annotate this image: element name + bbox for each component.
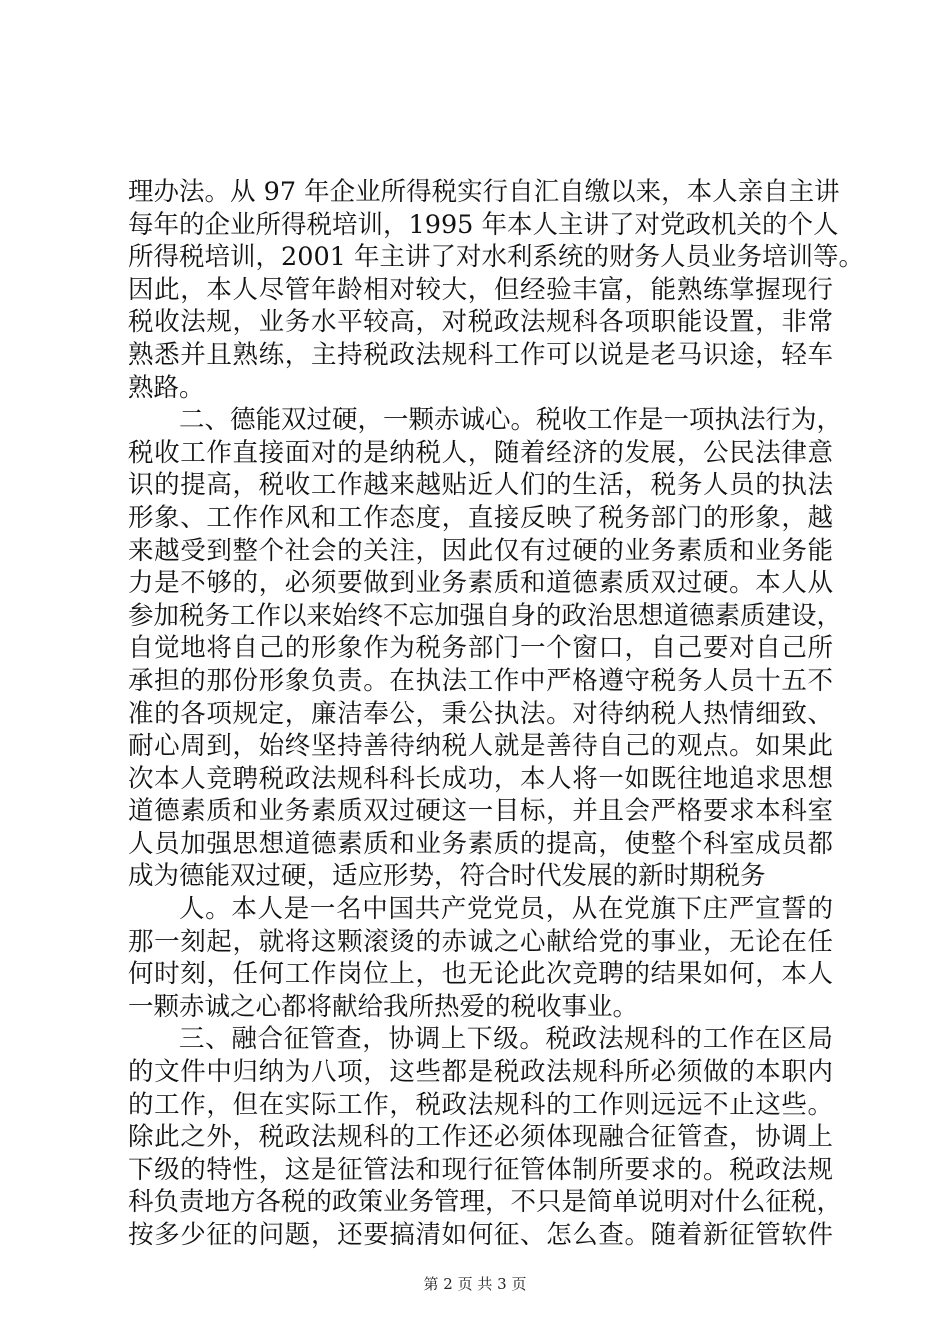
- text-line: 所得税培训，2001 年主讲了对水利系统的财务人员业务培训等。: [128, 242, 865, 273]
- text-line: 下级的特性，这是征管法和现行征管体制所要求的。税政法规: [128, 1154, 833, 1185]
- text-line: 承担的那份形象负责。在执法工作中严格遵守税务人员十五不: [128, 665, 833, 696]
- text-line: 的文件中归纳为八项，这些都是税政法规科所必须做的本职内: [128, 1057, 833, 1088]
- text-line: 参加税务工作以来始终不忘加强自身的政治思想道德素质建设，: [128, 600, 843, 631]
- text-line: 形象、工作作风和工作态度，直接反映了税务部门的形象，越: [128, 502, 833, 533]
- text-line: 何时刻，任何工作岗位上，也无论此次竞聘的结果如何，本人: [128, 959, 833, 990]
- text-line: 熟悉并且熟练，主持税政法规科工作可以说是老马识途，轻车: [128, 339, 833, 370]
- text-line: 那一刻起，就将这颗滚烫的赤诚之心献给党的事业，无论在任: [128, 926, 833, 957]
- text-line: 每年的企业所得税培训，1995 年本人主讲了对党政机关的个人: [128, 209, 839, 240]
- text-line: 二、德能双过硬，一颗赤诚心。税收工作是一项执法行为，: [179, 405, 843, 436]
- text-line: 熟路。: [128, 372, 205, 403]
- text-line: 成为德能双过硬，适应形势，符合时代发展的新时期税务: [128, 861, 766, 892]
- text-line: 来越受到整个社会的关注，因此仅有过硬的业务素质和业务能: [128, 535, 833, 566]
- text-line: 人员加强思想道德素质和业务素质的提高，使整个科室成员都: [128, 828, 833, 859]
- text-line: 力是不够的，必须要做到业务素质和道德素质双过硬。本人从: [128, 568, 833, 599]
- text-line: 耐心周到，始终坚持善待纳税人就是善待自己的观点。如果此: [128, 731, 833, 762]
- text-line: 次本人竞聘税政法规科科长成功，本人将一如既往地追求思想: [128, 763, 833, 794]
- text-line: 一颗赤诚之心都将献给我所热爱的税收事业。: [128, 991, 639, 1022]
- text-line: 人。本人是一名中国共产党党员，从在党旗下庄严宣誓的: [179, 894, 833, 925]
- text-line: 道德素质和业务素质双过硬这一目标，并且会严格要求本科室: [128, 796, 833, 827]
- text-line: 识的提高，税收工作越来越贴近人们的生活，税务人员的执法: [128, 470, 833, 501]
- body-text: [128, 176, 865, 1252]
- text-line: 准的各项规定，廉洁奉公，秉公执法。对待纳税人热情细致、: [128, 698, 833, 729]
- text-line: 科负责地方各税的政策业务管理，不只是简单说明对什么征税，: [128, 1187, 843, 1218]
- text-line: 按多少征的问题，还要搞清如何征、怎么查。随着新征管软件: [128, 1220, 833, 1250]
- text-line: 税收法规，业务水平较高，对税政法规科各项职能设置，非常: [128, 307, 833, 338]
- text-line: 理办法。从 97 年企业所得税实行自汇自缴以来，本人亲自主讲: [128, 177, 840, 207]
- page-footer: 第 2 页 共 3 页: [423, 1275, 527, 1293]
- text-line: 税收工作直接面对的是纳税人，随着经济的发展，公民法律意: [128, 437, 833, 468]
- text-line: 三、融合征管查，协调上下级。税政法规科的工作在区局: [179, 1024, 833, 1055]
- text-line: 自觉地将自己的形象作为税务部门一个窗口，自己要对自己所: [128, 633, 833, 664]
- text-line: 因此，本人尽管年龄相对较大，但经验丰富，能熟练掌握现行: [128, 274, 833, 305]
- text-line: 除此之外，税政法规科的工作还必须体现融合征管查，协调上: [128, 1122, 833, 1153]
- text-line: 的工作，但在实际工作，税政法规科的工作则远远不止这些。: [128, 1089, 833, 1120]
